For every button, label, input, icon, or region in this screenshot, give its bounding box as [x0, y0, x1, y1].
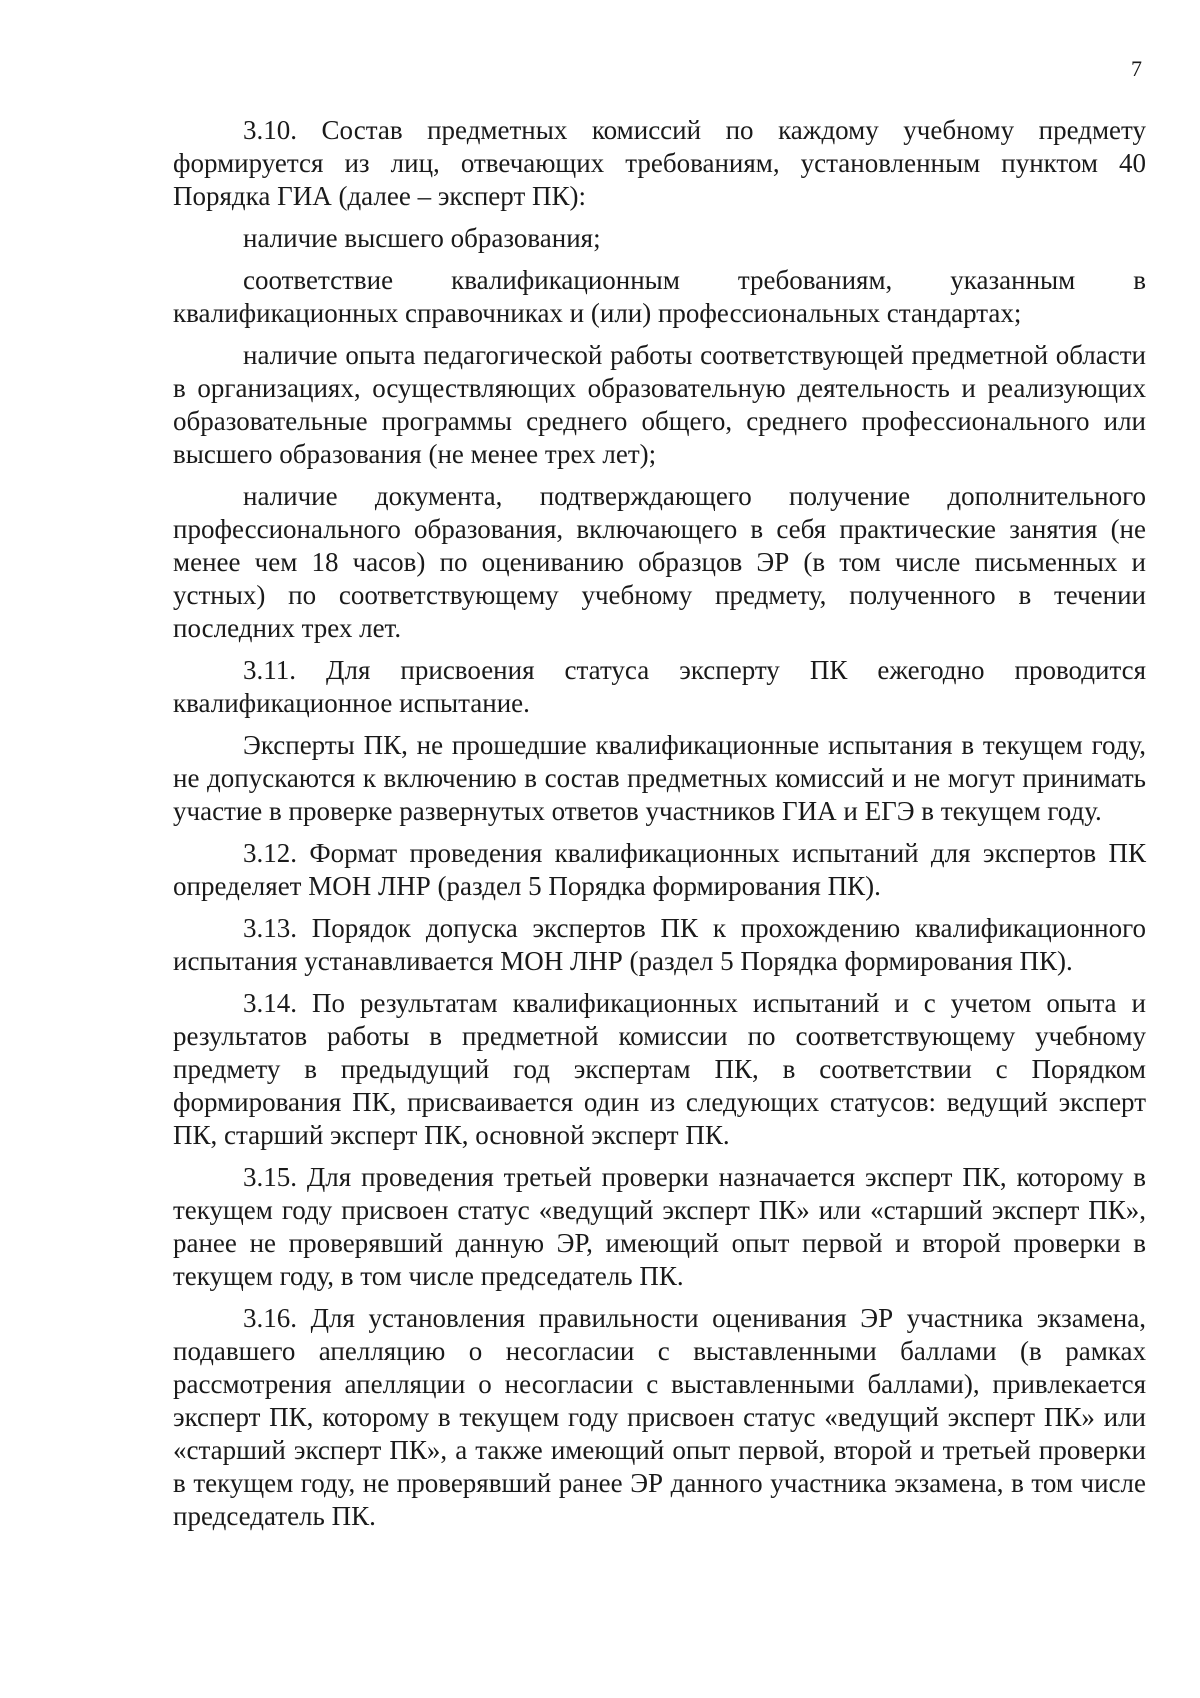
paragraph-3-15: 3.15. Для проведения третьей проверки назначается эксперт ПК, которому в текущем году присвоен статус «ведущий эксперт ПК» или «старший эксперт ПК», ранее не проверявший данную ЭР, имеющий опыт первой и второй проверки в текущем году, в том числе председатель ПК.: [173, 1162, 1146, 1291]
requirement-additional-education: наличие документа, подтверждающего получение дополнительного профессионального образования, включающего в себя практические занятия (не менее чем 18 часов) по оцениванию образцов ЭР (в том числе письменных и устных) по соответствующему учебному предмету, полученного в течении последних трех лет.: [173, 481, 1146, 643]
paragraph-3-14: 3.14. По результатам квалификационных испытаний и с учетом опыта и результатов работы в предметной комиссии по соответствующему учебному предмету в предыдущий год экспертам ПК, в соответствии с Порядком формирования ПК, присваивается один из следующих статусов: ведущий эксперт ПК, старший эксперт ПК, основной эксперт ПК.: [173, 988, 1146, 1150]
requirement-higher-education: наличие высшего образования;: [243, 223, 601, 253]
page-number: 7: [1131, 56, 1142, 81]
paragraph-3-16: 3.16. Для установления правильности оценивания ЭР участника экзамена, подавшего апелляцию о несогласии с выставленными баллами (в рамках рассмотрения апелляции о несогласии с выставленными баллами), привлекается эксперт ПК, которому в текущем году присвоен статус «ведущий эксперт ПК» или «старший эксперт ПК», а также имеющий опыт первой, второй и третьей проверки в текущем году, не проверявший ранее ЭР данного участника экзамена, в том числе председатель ПК.: [173, 1303, 1146, 1531]
document-body: [173, 114, 1146, 1542]
requirement-teaching-experience: наличие опыта педагогической работы соответствующей предметной области в организациях, осуществляющих образовательную деятельность и реализующих образовательные программы среднего общего, среднего профессионального или высшего образования (не менее трех лет);: [173, 340, 1146, 469]
paragraph-3-10: 3.10. Состав предметных комиссий по каждому учебному предмету формируется из лиц, отвечающих требованиям, установленным пунктом 40 Порядка ГИА (далее – эксперт ПК):: [173, 115, 1146, 211]
requirement-qualification: соответствие квалификационным требованиям, указанным в квалификационных справочниках и (или) профессиональных стандартах;: [173, 265, 1146, 328]
paragraph-3-12: 3.12. Формат проведения квалификационных испытаний для экспертов ПК определяет МОН ЛНР (раздел 5 Порядка формирования ПК).: [173, 838, 1146, 901]
paragraph-experts-not-passed: Эксперты ПК, не прошедшие квалификационные испытания в текущем году, не допускаются к включению в состав предметных комиссий и не могут принимать участие в проверке развернутых ответов участников ГИА и ЕГЭ в текущем году.: [173, 730, 1146, 826]
paragraph-3-11: 3.11. Для присвоения статуса эксперту ПК ежегодно проводится квалификационное испытание.: [173, 655, 1146, 718]
paragraph-3-13: 3.13. Порядок допуска экспертов ПК к прохождению квалификационного испытания устанавливается МОН ЛНР (раздел 5 Порядка формирования ПК).: [173, 913, 1146, 976]
